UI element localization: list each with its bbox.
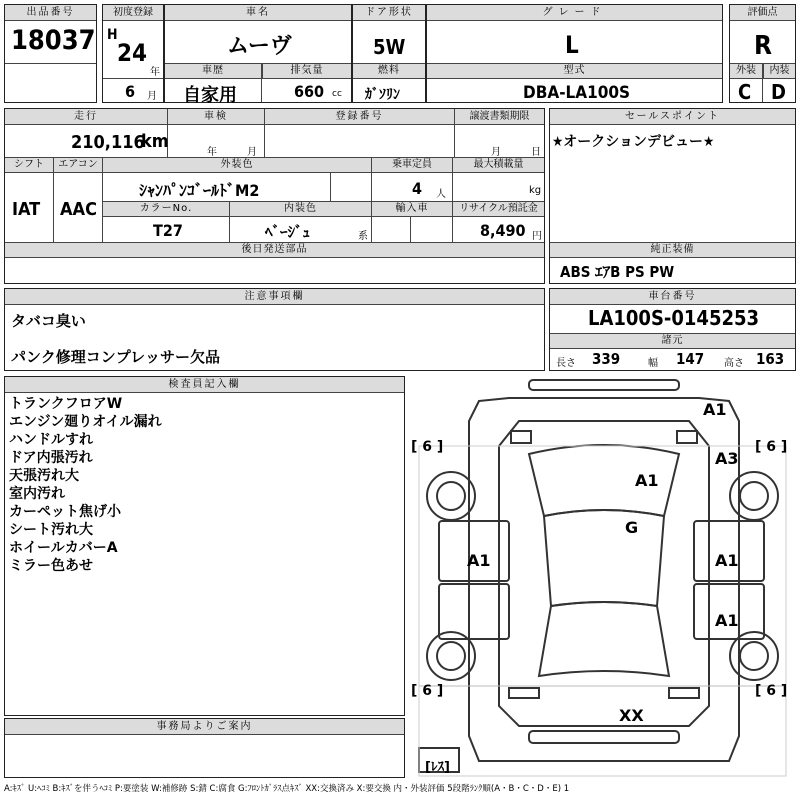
car-diagram bbox=[409, 376, 796, 778]
divider bbox=[452, 158, 453, 242]
model-label: 型式 bbox=[427, 64, 722, 78]
notes-label: 注意事項欄 bbox=[5, 289, 544, 305]
lot-label: 出品番号 bbox=[5, 5, 96, 21]
chassis-label: 車台番号 bbox=[550, 289, 795, 305]
inspector-item: カーペット焦げ小 bbox=[9, 504, 121, 520]
ext-label: 外装 bbox=[730, 64, 762, 78]
grade-box bbox=[426, 4, 723, 103]
history-label: 車歴 bbox=[165, 64, 261, 78]
tire-front-right: [ 6 ] bbox=[755, 439, 788, 455]
mileage-unit: km bbox=[141, 131, 169, 152]
divider bbox=[229, 202, 230, 242]
month-unit: 月 bbox=[147, 91, 157, 102]
divider bbox=[5, 63, 96, 64]
divider bbox=[103, 78, 163, 79]
divider bbox=[5, 257, 544, 258]
inspector-item: ハンドルすれ bbox=[9, 432, 93, 448]
transfer-day-unit: 日 bbox=[531, 147, 541, 158]
divider bbox=[550, 348, 795, 349]
inspector-list bbox=[9, 395, 162, 575]
width: 147 bbox=[676, 350, 705, 368]
divider bbox=[353, 78, 425, 79]
tire-rear-left: [ 6 ] bbox=[411, 683, 444, 699]
divider bbox=[410, 216, 411, 242]
specs-label: 諸元 bbox=[550, 334, 795, 348]
spare-tire: [ﾚｽ] bbox=[425, 760, 450, 775]
seats: 4 bbox=[412, 179, 423, 198]
interior-color: ﾍﾞｰｼﾞｭ bbox=[265, 223, 311, 241]
fuel-label: 燃料 bbox=[353, 64, 425, 78]
divider bbox=[102, 216, 544, 217]
damage-mark-front-right-fender: A3 bbox=[715, 449, 739, 468]
inspector-box bbox=[4, 376, 405, 716]
recycle-label: リサイクル預託金 bbox=[453, 202, 544, 216]
shift: IAT bbox=[12, 199, 41, 220]
seats-unit: 人 bbox=[436, 189, 446, 200]
inspection-label: 車検 bbox=[167, 109, 264, 125]
name-box bbox=[164, 4, 352, 106]
tire-front-left: [ 6 ] bbox=[411, 439, 444, 455]
length: 339 bbox=[592, 350, 621, 368]
load-label: 最大積載量 bbox=[453, 158, 544, 172]
inspector-item: トランクフロアW bbox=[9, 396, 123, 412]
score-box bbox=[729, 4, 796, 103]
length-label: 長さ bbox=[556, 358, 576, 369]
grade: L bbox=[565, 31, 579, 59]
divider bbox=[371, 158, 372, 242]
grade-label: グレード bbox=[427, 5, 722, 21]
lot-number: 18037 bbox=[11, 25, 96, 56]
color-label: 外装色 bbox=[103, 158, 371, 172]
colorno-label: カラーNo. bbox=[103, 202, 229, 216]
tire-rear-right: [ 6 ] bbox=[755, 683, 788, 699]
first-reg-box bbox=[102, 4, 164, 103]
load-unit: kg bbox=[529, 185, 542, 196]
note-1: タバコ臭い bbox=[11, 312, 86, 330]
sales-point-box bbox=[549, 108, 796, 284]
transfer-label: 譲渡書類期限 bbox=[454, 109, 544, 125]
inspector-item: ホイールカバーA bbox=[9, 540, 118, 556]
divider bbox=[165, 78, 351, 79]
inspector-item: エンジン廻りオイル漏れ bbox=[9, 414, 162, 430]
exterior-color: ｼｬﾝﾊﾟﾝｺﾞｰﾙﾄﾞM2 bbox=[139, 181, 260, 200]
mileage-label: 走行 bbox=[5, 109, 167, 125]
equipment: ABS ｴｱB PS PW bbox=[560, 263, 675, 281]
color-number: T27 bbox=[153, 221, 183, 240]
name-label: 車名 bbox=[165, 5, 351, 21]
model-code: DBA-LA100S bbox=[523, 83, 631, 103]
reg-label: 登録番号 bbox=[264, 109, 454, 125]
int-label: 内装 bbox=[763, 64, 795, 78]
interior-label: 内装色 bbox=[230, 202, 371, 216]
inspector-item: 室内汚れ bbox=[9, 486, 65, 502]
inspector-item: ドア内張汚れ bbox=[9, 450, 93, 466]
inspector-item: ミラー色あせ bbox=[9, 558, 93, 574]
displacement: 660 bbox=[294, 82, 325, 101]
divider bbox=[5, 172, 544, 173]
insp-year-unit: 年 bbox=[207, 147, 217, 158]
door-label: ドア形状 bbox=[353, 5, 425, 21]
divider bbox=[454, 109, 455, 157]
divider bbox=[264, 109, 265, 157]
car-name: ムーヴ bbox=[227, 34, 292, 59]
legend: A:ｷｽﾞ U:ﾍｺﾐ B:ｷｽﾞを伴うﾍｺﾐ P:要塗装 W:補修跡 S:錆 C:腐食 G:ﾌﾛﾝﾄｶﾞﾗｽ点ｷｽﾞ XX:交換済み X:要交換 内・外装評価 5段階ﾗﾝｸ順(A・B・C・D・E) 1 bbox=[4, 784, 570, 794]
int-score: D bbox=[771, 80, 786, 104]
recycle-fee: 8,490 bbox=[480, 221, 526, 240]
year-unit: 年 bbox=[150, 67, 160, 78]
damage-mark-front-right: A1 bbox=[703, 400, 727, 419]
divider bbox=[53, 158, 54, 242]
score: R bbox=[754, 31, 773, 61]
era: H bbox=[107, 27, 118, 43]
chassis-box bbox=[549, 288, 796, 371]
ac: AAC bbox=[60, 199, 97, 220]
divider bbox=[261, 64, 262, 102]
divider bbox=[102, 158, 103, 242]
sales-point-text: ★オークションデビュー★ bbox=[552, 134, 715, 150]
equipment-label: 純正装備 bbox=[550, 243, 795, 257]
width-label: 幅 bbox=[648, 358, 658, 369]
score-label: 評価点 bbox=[730, 5, 795, 21]
divider bbox=[550, 257, 795, 258]
damage-mark-right-rear: A1 bbox=[715, 611, 739, 630]
divider bbox=[762, 64, 763, 102]
ac-label: エアコン bbox=[54, 158, 102, 172]
ext-score: C bbox=[738, 80, 752, 104]
damage-mark-glass: G bbox=[625, 518, 639, 537]
interior-unit: 系 bbox=[358, 231, 368, 242]
height: 163 bbox=[756, 350, 785, 368]
mileage: 210,116 bbox=[71, 132, 145, 153]
insp-month-unit: 月 bbox=[247, 147, 257, 158]
divider bbox=[330, 172, 331, 201]
car-outline bbox=[409, 376, 796, 778]
inspector-label: 検査員記入欄 bbox=[5, 377, 404, 393]
note-2: パンク修理コンプレッサー欠品 bbox=[11, 348, 220, 366]
office-box bbox=[4, 718, 405, 778]
detail-box bbox=[4, 108, 545, 284]
office-label: 事務局よりご案内 bbox=[5, 719, 404, 735]
sales-point-label: セールスポイント bbox=[550, 109, 795, 125]
notes-box bbox=[4, 288, 545, 371]
damage-mark-roof: A1 bbox=[635, 471, 659, 490]
transfer-month-unit: 月 bbox=[491, 147, 501, 158]
door-type: 5W bbox=[373, 35, 406, 59]
inspector-item: シート汚れ大 bbox=[9, 522, 93, 538]
damage-mark-right-door: A1 bbox=[715, 551, 739, 570]
divider bbox=[427, 78, 722, 79]
first-reg-month: 6 bbox=[125, 82, 136, 101]
first-reg-year: 24 bbox=[117, 39, 148, 67]
seats-label: 乗車定員 bbox=[372, 158, 452, 172]
door-box bbox=[352, 4, 426, 103]
recycle-unit: 円 bbox=[532, 231, 542, 242]
later-parts-label: 後日発送部品 bbox=[5, 243, 544, 257]
disp-label: 排気量 bbox=[262, 64, 351, 78]
fuel: ｶﾞｿﾘﾝ bbox=[365, 87, 400, 103]
lot-box bbox=[4, 4, 97, 103]
damage-mark-rear-bumper: XX bbox=[619, 706, 644, 725]
damage-mark-left-door: A1 bbox=[467, 551, 491, 570]
first-reg-label: 初度登録 bbox=[103, 5, 163, 21]
inspector-item: 天張汚れ大 bbox=[9, 468, 79, 484]
disp-unit: cc bbox=[332, 89, 342, 99]
history: 自家用 bbox=[183, 85, 237, 106]
height-label: 高さ bbox=[724, 358, 744, 369]
shift-label: シフト bbox=[5, 158, 53, 172]
chassis-number: LA100S-0145253 bbox=[588, 306, 760, 330]
import-label: 輸入車 bbox=[372, 202, 452, 216]
